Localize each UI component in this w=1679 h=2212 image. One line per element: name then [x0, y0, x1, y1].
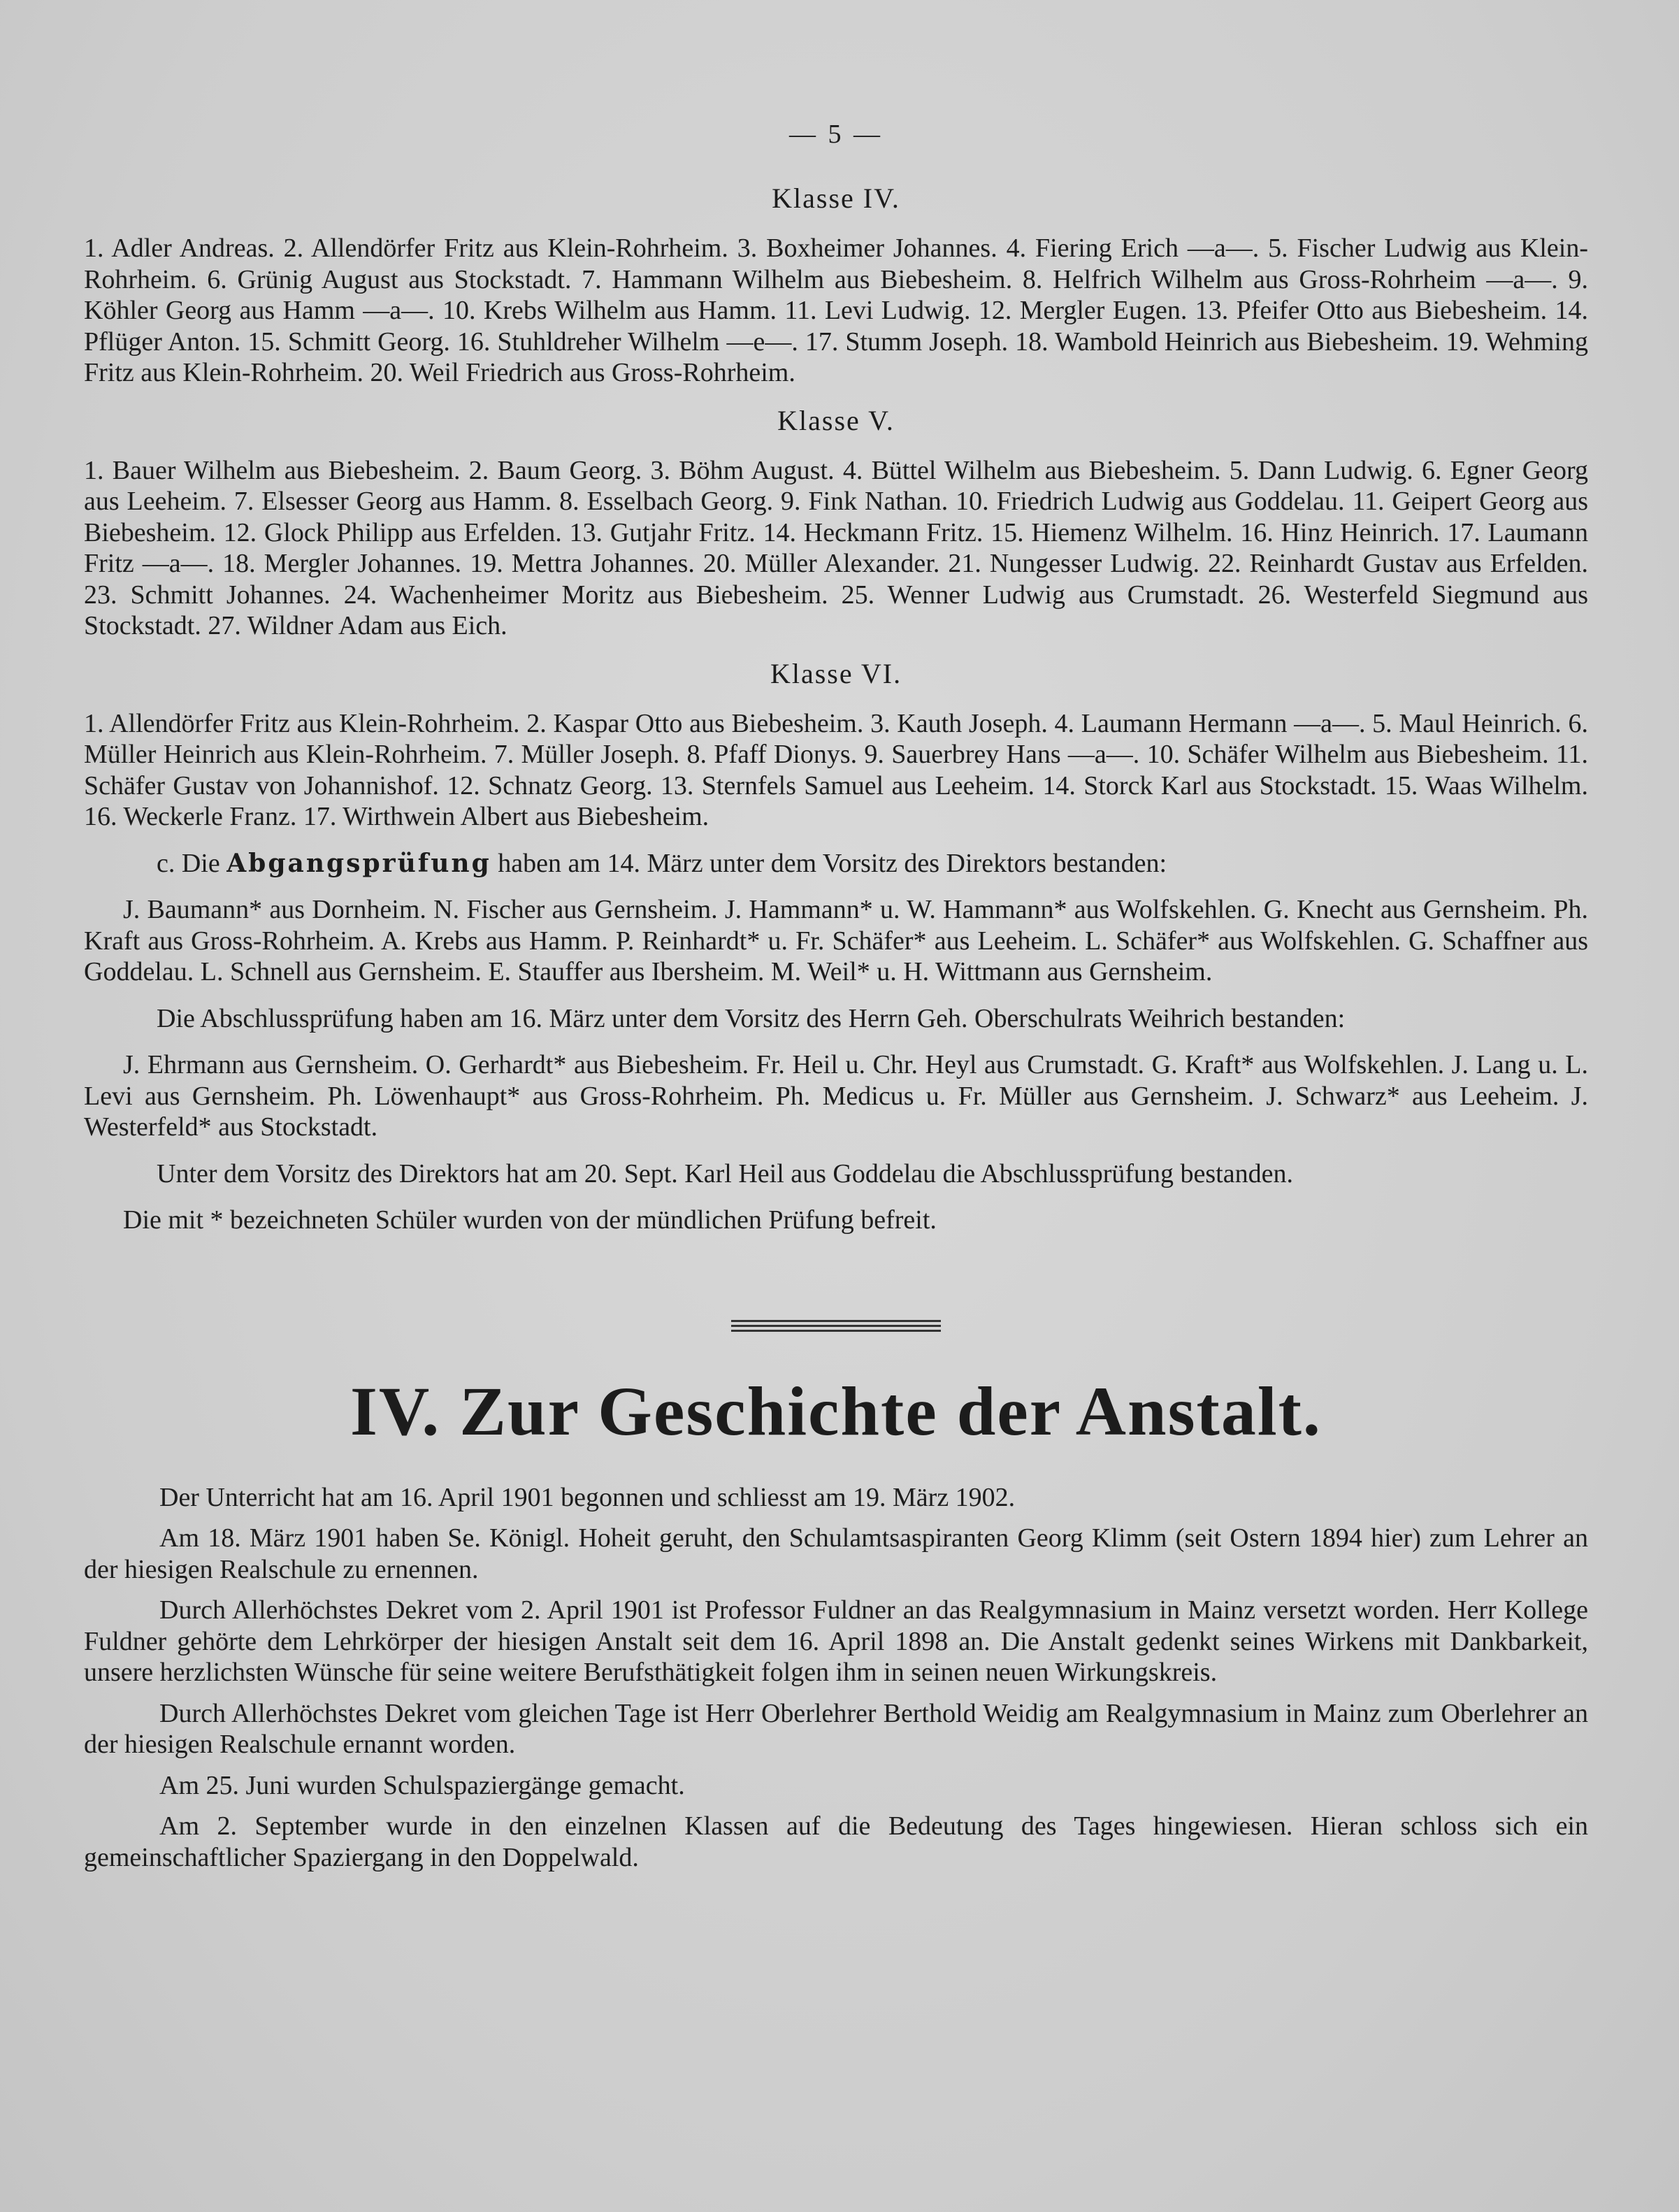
section-divider: [731, 1320, 941, 1332]
klasse-iv-list: 1. Adler Andreas. 2. Allendörfer Fritz aus Klein-Rohrheim. 3. Boxheimer Johannes. 4. Fiering Erich —a—. 5. Fischer Ludwig aus Klein-Rohrheim. 6. Grünig August aus Stockstadt. 7. Hammann Wilhelm aus Biebesheim. 8. Helfrich Wilhelm aus Gross-Rohrheim —a—. 9. Köhler Georg aus Hamm —a—. 10. Krebs Wilhelm aus Hamm. 11. Levi Ludwig. 12. Mergler Eugen. 13. Pfeifer Otto aus Biebesheim. 14. Pflüger Anton. 15. Schmitt Georg. 16. Stuhldreher Wilhelm —e—. 17. Stumm Joseph. 18. Wambold Heinrich aus Biebesheim. 19. Wehming Fritz aus Klein-Rohrheim. 20. Weil Friedrich aus Gross-Rohrheim.: [84, 234, 1588, 387]
history-section: [84, 1371, 1588, 1874]
klasse-vi-list: 1. Allendörfer Fritz aus Klein-Rohrheim. 2. Kaspar Otto aus Biebesheim. 3. Kauth Joseph. 4. Laumann Hermann —a—. 5. Maul Heinrich. 6. Müller Heinrich aus Klein-Rohrheim. 7. Müller Joseph. 8. Pfaff Dionys. 9. Sauerbrey Hans —a—. 10. Schäfer Wilhelm aus Biebesheim. 11. Schäfer Gustav von Johannishof. 12. Schnatz Georg. 13. Sternfels Samuel aus Leeheim. 14. Storck Karl aus Stockstadt. 15. Waas Wilhelm. 16. Weckerle Franz. 17. Wirthwein Albert aus Biebesheim.: [84, 708, 1588, 831]
abschlusspruefung-names: J. Ehrmann aus Gernsheim. O. Gerhardt* aus Biebesheim. Fr. Heil u. Chr. Heyl aus Crumstadt. G. Kraft* aus Wolfskehlen. J. Lang u. L. Levi aus Gernsheim. Ph. Löwenhaupt* aus Gross-Rohrheim. Ph. Medicus u. Fr. Müller aus Gernsheim. J. Schwarz* aus Leeheim. J. Westerfeld* aus Stockstadt.: [84, 1050, 1588, 1142]
abgangspruefung-intro: [84, 848, 1588, 879]
klasse-v-section: [84, 404, 1588, 642]
abgang-intro-prefix: c. Die: [157, 848, 220, 878]
history-paragraph: Am 18. März 1901 haben Se. Königl. Hoheit geruht, den Schulamtsaspiranten Georg Klimm (seit Ostern 1894 hier) zum Lehrer an der hiesigen Realschule zu ernennen.: [84, 1523, 1588, 1584]
divider-line: [731, 1330, 941, 1332]
abschlusspruefung-section: [84, 1003, 1588, 1236]
footnote-asterisk: Die mit * bezeichneten Schüler wurden von der mündlichen Prüfung befreit.: [123, 1205, 937, 1235]
history-paragraph: Am 2. September wurde in den einzelnen Klassen auf die Bedeutung des Tages hingewiesen. Hieran schloss sich ein gemeinschaftlicher Spaziergang in den Doppelwald.: [84, 1811, 1588, 1872]
divider-line: [731, 1320, 941, 1322]
abgang-intro-suffix: haben am 14. März unter dem Vorsitz des Direktors bestanden:: [498, 848, 1167, 878]
klasse-vi-heading: Klasse VI.: [770, 657, 902, 689]
history-paragraph: Durch Allerhöchstes Dekret vom 2. April 1901 ist Professor Fuldner an das Realgymnasium in Mainz versetzt worden. Herr Kollege Fuldner gehörte dem Lehrkörper der hiesigen Anstalt seit dem 16. April 1898 an. Die Anstalt gedenkt seines Wirkens mit Dankbarkeit, unsere herzlichsten Wünsche für seine weitere Berufsthätigkeit folgen ihm in seinen neuen Wirkungskreis.: [84, 1595, 1588, 1687]
abgangspruefung-section: [84, 848, 1588, 988]
history-paragraph: Durch Allerhöchstes Dekret vom gleichen Tage ist Herr Oberlehrer Berthold Weidig am Realgymnasium in Mainz zum Oberlehrer an der hiesigen Realschule ernannt worden.: [84, 1698, 1588, 1759]
history-paragraph: Am 25. Juni wurden Schulspaziergänge gemacht.: [159, 1770, 685, 1800]
abschlusspruefung-sept-note: Unter dem Vorsitz des Direktors hat am 20. Sept. Karl Heil aus Goddelau die Abschlussprüfung bestanden.: [157, 1158, 1293, 1188]
klasse-iv-heading: Klasse IV.: [772, 182, 900, 214]
klasse-v-heading: Klasse V.: [777, 404, 895, 436]
klasse-iv-section: [84, 182, 1588, 389]
klasse-vi-section: [84, 657, 1588, 833]
history-paragraph: Der Unterricht hat am 16. April 1901 begonnen und schliesst am 19. März 1902.: [159, 1482, 1016, 1512]
abschlusspruefung-intro: Die Abschlussprüfung haben am 16. März unter dem Vorsitz des Herrn Geh. Oberschulrats Weihrich bestanden:: [157, 1003, 1346, 1033]
abgang-intro-spaced: Abgangsprüfung: [226, 848, 491, 878]
divider-line: [731, 1325, 941, 1327]
abgangspruefung-names: J. Baumann* aus Dornheim. N. Fischer aus Gernsheim. J. Hammann* u. W. Hammann* aus Wolfskehlen. G. Knecht aus Gernsheim. Ph. Kraft aus Gross-Rohrheim. A. Krebs aus Hamm. P. Reinhardt* u. Fr. Schäfer* aus Leeheim. L. Schäfer* aus Wolfskehlen. G. Schaffner aus Goddelau. L. Schnell aus Gernsheim. E. Stauffer aus Ibersheim. M. Weil* u. H. Wittmann aus Gernsheim.: [84, 895, 1588, 986]
history-title: IV. Zur Geschichte der Anstalt.: [350, 1372, 1322, 1450]
klasse-v-list: 1. Bauer Wilhelm aus Biebesheim. 2. Baum Georg. 3. Böhm August. 4. Büttel Wilhelm aus Biebesheim. 5. Dann Ludwig. 6. Egner Georg aus Leeheim. 7. Elsesser Georg aus Hamm. 8. Esselbach Georg. 9. Fink Nathan. 10. Friedrich Ludwig aus Goddelau. 11. Geipert Georg aus Biebesheim. 12. Glock Philipp aus Erfelden. 13. Gutjahr Fritz. 14. Heckmann Fritz. 15. Hiemenz Wilhelm. 16. Hinz Heinrich. 17. Laumann Fritz —a—. 18. Mergler Johannes. 19. Mettra Johannes. 20. Müller Alexander. 21. Nungesser Ludwig. 22. Reinhardt Gustav aus Erfelden. 23. Schmitt Johannes. 24. Wachenheimer Moritz aus Biebesheim. 25. Wenner Ludwig aus Crumstadt. 26. Westerfeld Siegmund aus Stockstadt. 27. Wildner Adam aus Eich.: [84, 455, 1588, 640]
page-number: — 5 —: [789, 120, 883, 149]
